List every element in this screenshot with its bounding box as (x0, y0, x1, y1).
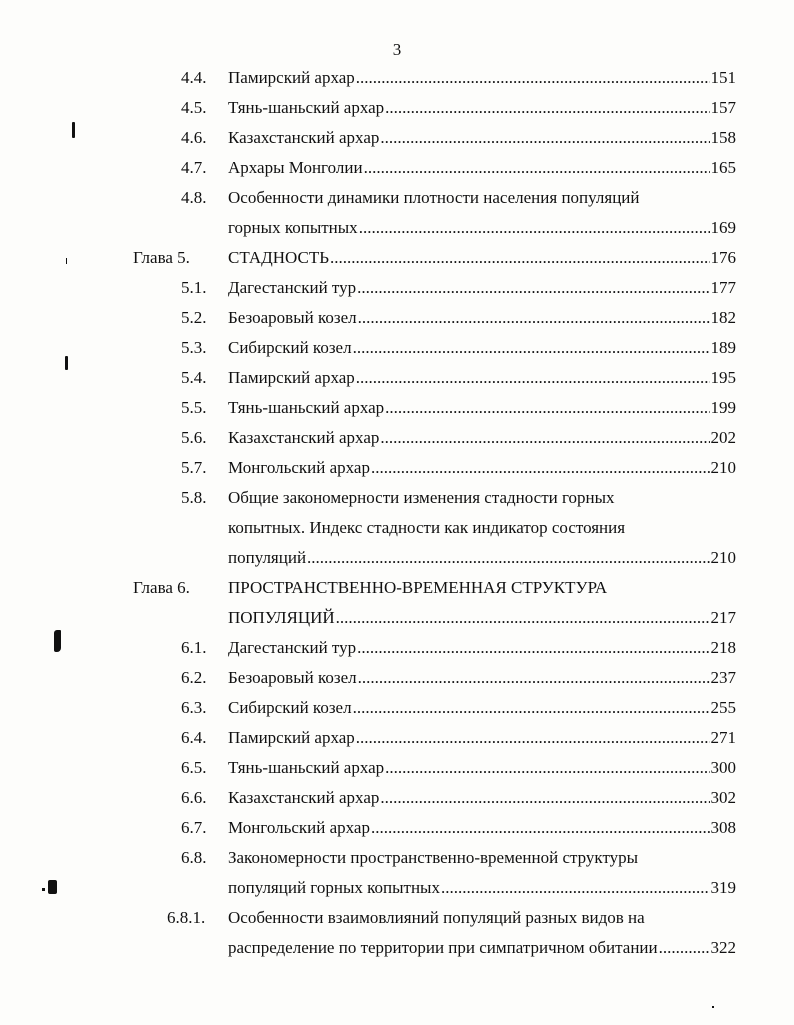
toc-entry-title: Тянь-шаньский архар (228, 398, 385, 417)
toc-row (0, 573, 794, 603)
toc-row (0, 753, 794, 783)
toc-entry (228, 63, 736, 93)
toc-page-number: 151 (710, 68, 736, 87)
toc-entry (228, 243, 736, 273)
dot-leader (357, 633, 709, 663)
toc-page-number: 158 (710, 128, 736, 147)
toc-row (0, 153, 794, 183)
toc-row (0, 903, 794, 933)
toc-page-number: 210 (710, 548, 736, 567)
toc-entry-title: Сибирский козел (228, 698, 352, 717)
toc-row (0, 333, 794, 363)
toc-page-number: 322 (710, 938, 736, 957)
toc-entry-number: 6.7. (181, 818, 207, 837)
toc-entry (228, 483, 736, 513)
toc-row (0, 243, 794, 273)
toc-entry (228, 663, 736, 693)
toc-entry-title: Общие закономерности изменения стадности горных (228, 488, 615, 507)
toc-entry (228, 153, 736, 183)
toc-entry (228, 723, 736, 753)
toc-entry-title: Особенности динамики плотности населения популяций (228, 188, 640, 207)
scan-mark (54, 630, 61, 652)
toc-row (0, 783, 794, 813)
toc-entry (228, 93, 736, 123)
toc-entry-title: горных копытных (228, 218, 358, 237)
toc-entry (228, 183, 736, 213)
toc-row (0, 213, 794, 243)
toc-page-number: 169 (710, 218, 736, 237)
toc-entry (228, 213, 736, 243)
toc-entry (228, 363, 736, 393)
toc-page-number: 237 (710, 668, 736, 687)
toc-page-number: 157 (710, 98, 736, 117)
toc-page-number: 218 (710, 638, 736, 657)
scan-mark (48, 880, 57, 894)
toc-entry (228, 633, 736, 663)
toc-entry-title: копытных. Индекс стадности как индикатор состояния (228, 518, 626, 537)
page-number: 3 (392, 40, 402, 59)
toc-entry-title: Казахстанский архар (228, 788, 380, 807)
toc-page-number: 176 (710, 248, 736, 267)
toc-entry-title: Монгольский архар (228, 818, 370, 837)
toc-entry-title: ПОПУЛЯЦИЙ (228, 608, 335, 627)
toc-row (0, 723, 794, 753)
toc-entry-number: Глава 6. (133, 578, 190, 597)
toc-page-number: 271 (710, 728, 736, 747)
toc-page-number: 182 (710, 308, 736, 327)
toc-row (0, 873, 794, 903)
toc-row (0, 663, 794, 693)
toc-entry-number: 5.7. (181, 458, 207, 477)
dot-leader (659, 933, 710, 963)
toc-entry (228, 303, 736, 333)
toc-entry-number: 6.4. (181, 728, 207, 747)
toc-entry-number: 4.6. (181, 128, 207, 147)
toc-entry-number: 6.6. (181, 788, 207, 807)
table-of-contents (0, 63, 794, 963)
scan-mark (712, 1006, 714, 1008)
dot-leader (380, 783, 709, 813)
dot-leader (356, 363, 710, 393)
toc-entry-number: 5.5. (181, 398, 207, 417)
toc-page-number: 165 (710, 158, 736, 177)
dot-leader (356, 63, 710, 93)
toc-entry-title: Памирский архар (228, 728, 355, 747)
toc-entry-title: Сибирский козел (228, 338, 352, 357)
toc-entry (228, 603, 736, 633)
toc-entry-number: 5.1. (181, 278, 207, 297)
toc-entry-number: 6.2. (181, 668, 207, 687)
toc-entry-number: 6.8.1. (167, 908, 206, 927)
toc-entry-number: 4.7. (181, 158, 207, 177)
toc-entry (228, 933, 736, 963)
scan-mark (72, 122, 75, 138)
toc-page-number: 308 (710, 818, 736, 837)
toc-entry-number: 5.3. (181, 338, 207, 357)
toc-row (0, 393, 794, 423)
toc-entry (228, 573, 736, 603)
toc-row (0, 93, 794, 123)
toc-entry (228, 753, 736, 783)
toc-entry-title: Особенности взаимовлияний популяций разных видов на (228, 908, 645, 927)
toc-row (0, 63, 794, 93)
toc-entry-number: 4.4. (181, 68, 207, 87)
dot-leader (380, 123, 709, 153)
toc-entry (228, 783, 736, 813)
toc-entry-number: 5.2. (181, 308, 207, 327)
toc-page-number: 319 (710, 878, 736, 897)
toc-row (0, 303, 794, 333)
toc-row (0, 183, 794, 213)
toc-entry-title: Дагестанский тур (228, 278, 357, 297)
toc-row (0, 543, 794, 573)
toc-entry (228, 333, 736, 363)
toc-entry-title: Безоаровый козел (228, 308, 357, 327)
toc-row (0, 693, 794, 723)
toc-entry-number: 5.6. (181, 428, 207, 447)
dot-leader (358, 303, 710, 333)
toc-entry-number: 6.5. (181, 758, 207, 777)
toc-entry-title: популяций (228, 548, 307, 567)
toc-entry-title: Архары Монголии (228, 158, 363, 177)
dot-leader (307, 543, 709, 573)
toc-page-number: 300 (710, 758, 736, 777)
dot-leader (380, 423, 709, 453)
toc-entry (228, 543, 736, 573)
toc-entry-title: Казахстанский архар (228, 428, 380, 447)
toc-row (0, 513, 794, 543)
dot-leader (356, 723, 710, 753)
toc-row (0, 813, 794, 843)
toc-page-number: 195 (710, 368, 736, 387)
toc-entry-number: 5.4. (181, 368, 207, 387)
dot-leader (371, 453, 710, 483)
toc-entry-title: Памирский архар (228, 368, 355, 387)
toc-entry-title: Тянь-шаньский архар (228, 758, 385, 777)
dot-leader (357, 273, 709, 303)
dot-leader (336, 603, 710, 633)
dot-leader (358, 663, 710, 693)
toc-entry (228, 123, 736, 153)
toc-entry (228, 273, 736, 303)
toc-entry (228, 423, 736, 453)
toc-page-number: 199 (710, 398, 736, 417)
toc-page-number: 255 (710, 698, 736, 717)
scan-mark (66, 258, 67, 264)
toc-entry-title: Тянь-шаньский архар (228, 98, 385, 117)
toc-entry-title: Дагестанский тур (228, 638, 357, 657)
dot-leader (385, 753, 709, 783)
dot-leader (353, 693, 710, 723)
toc-row (0, 273, 794, 303)
toc-row (0, 483, 794, 513)
toc-entry (228, 903, 736, 933)
toc-entry-number: 4.8. (181, 188, 207, 207)
toc-row (0, 363, 794, 393)
toc-row (0, 453, 794, 483)
toc-entry-number: Глава 5. (133, 248, 190, 267)
toc-entry-number: 6.1. (181, 638, 207, 657)
dot-leader (385, 93, 709, 123)
toc-entry (228, 813, 736, 843)
toc-entry-title: СТАДНОСТЬ (228, 248, 329, 267)
scan-mark (65, 356, 68, 370)
toc-entry (228, 453, 736, 483)
toc-entry-title: Закономерности пространственно-временной структуры (228, 848, 639, 867)
toc-row (0, 423, 794, 453)
toc-entry (228, 873, 736, 903)
toc-entry-number: 4.5. (181, 98, 207, 117)
toc-entry-title: популяций горных копытных (228, 878, 440, 897)
dot-leader (353, 333, 710, 363)
dot-leader (441, 873, 710, 903)
toc-entry (228, 393, 736, 423)
toc-entry-number: 6.3. (181, 698, 207, 717)
toc-entry (228, 513, 736, 543)
dot-leader (385, 393, 709, 423)
toc-entry (228, 693, 736, 723)
dot-leader (330, 243, 710, 273)
toc-page-number: 189 (710, 338, 736, 357)
toc-row (0, 123, 794, 153)
scan-mark (42, 888, 45, 891)
toc-row (0, 933, 794, 963)
toc-entry-title: Казахстанский архар (228, 128, 380, 147)
toc-page-number: 210 (710, 458, 736, 477)
dot-leader (371, 813, 710, 843)
toc-row (0, 603, 794, 633)
toc-entry (228, 843, 736, 873)
dot-leader (359, 213, 710, 243)
toc-entry-title: Монгольский архар (228, 458, 370, 477)
toc-entry-number: 5.8. (181, 488, 207, 507)
toc-row (0, 633, 794, 663)
toc-page-number: 177 (710, 278, 736, 297)
toc-page-number: 202 (710, 428, 736, 447)
toc-entry-number: 6.8. (181, 848, 207, 867)
toc-row (0, 843, 794, 873)
toc-entry-title: ПРОСТРАНСТВЕННО-ВРЕМЕННАЯ СТРУКТУРА (228, 578, 608, 597)
toc-page-number: 302 (710, 788, 736, 807)
toc-entry-title: распределение по территории при симпатричном обитании (228, 938, 658, 957)
toc-page-number: 217 (710, 608, 736, 627)
dot-leader (364, 153, 710, 183)
toc-entry-title: Безоаровый козел (228, 668, 357, 687)
toc-entry-title: Памирский архар (228, 68, 355, 87)
